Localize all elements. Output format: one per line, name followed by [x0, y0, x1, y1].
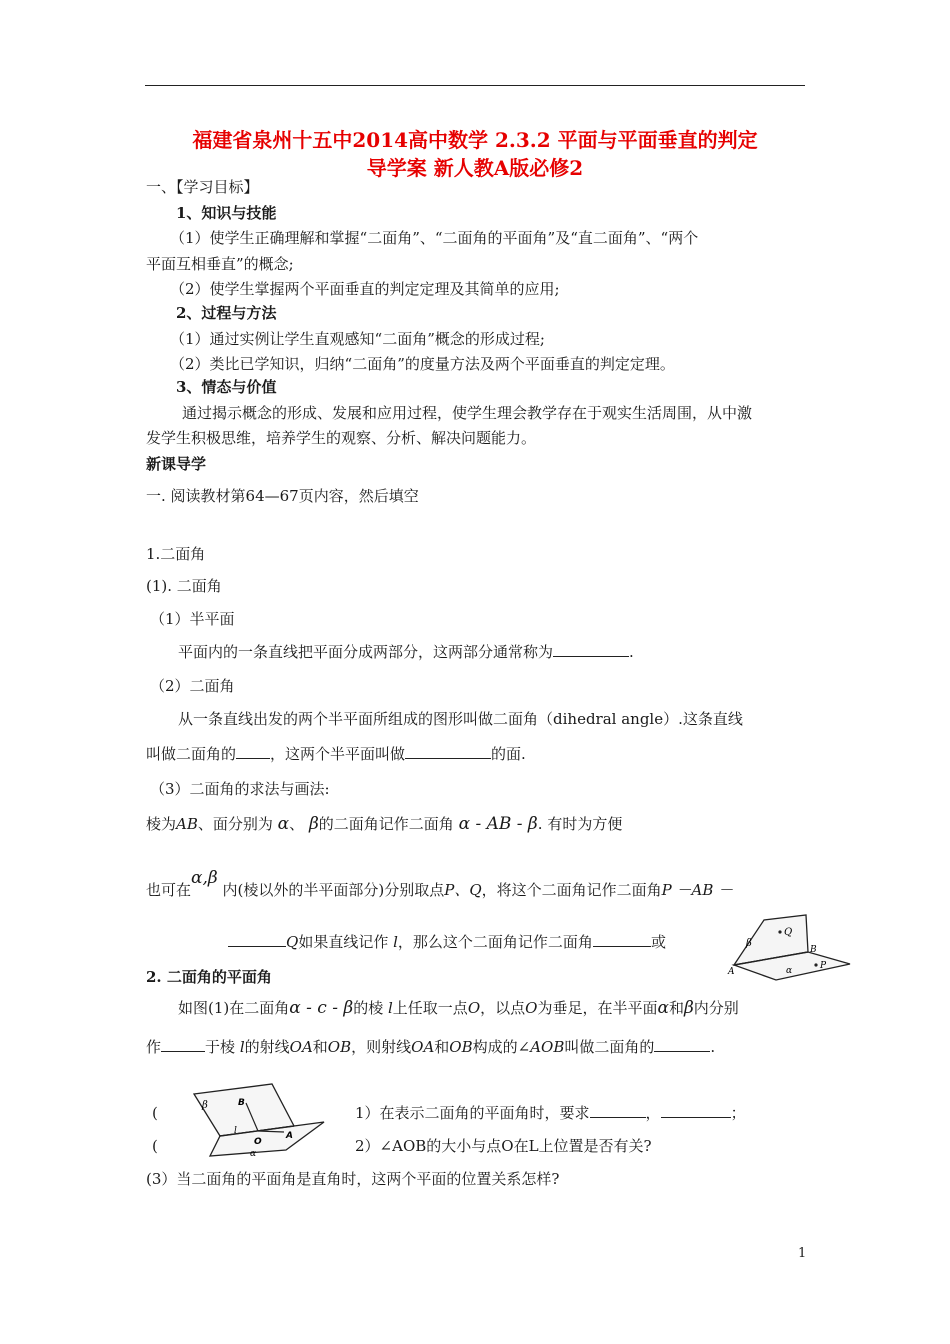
fig2-label-beta: β — [202, 1100, 208, 1111]
dihedral-definition-b: 叫做二面角的 ，这两个半平面叫做 的面. — [146, 745, 526, 763]
blank-half-plane[interactable] — [553, 643, 629, 657]
document-title-line1: 福建省泉州十五中2014高中数学 2.3.2 平面与平面垂直的判定 — [192, 128, 758, 152]
notation-line-1: 棱为AB、面分别为 α、 β的二面角记作二面角 α - AB - β. 有时为方便 — [146, 814, 623, 834]
document-title-line2: 导学案 新人教A版必修2 — [366, 156, 584, 180]
question-1-paren: ( — [152, 1104, 158, 1122]
dihedral-expression: α - AB - β — [458, 814, 538, 834]
blank-notation-1[interactable] — [228, 933, 286, 947]
fig1-label-p: P — [820, 961, 827, 971]
question-2: 2）∠AOB的大小与点O在L上位置是否有关? — [355, 1137, 652, 1155]
dihedral-figure-1 — [716, 910, 856, 982]
question-1: 1）在表示二面角的平面角时，要求 ， ； — [355, 1104, 746, 1122]
fig1-label-q: Q — [784, 927, 793, 938]
blank-plane-angle[interactable] — [654, 1038, 710, 1052]
objective-1-p1b: 平面互相垂直”的概念; — [146, 255, 294, 273]
question-2-paren: ( — [152, 1137, 158, 1155]
header-rule — [145, 85, 805, 86]
objectives-heading: 一、【学习目标】 — [146, 178, 259, 196]
blank-req-1[interactable] — [590, 1104, 646, 1118]
objective-3-p1b: 发学生积极思维，培养学生的观察、分析、解决问题能力。 — [146, 429, 537, 447]
notation-line-3: Q如果直线记作 l，那么这个二面角记作二面角 或 — [228, 933, 666, 951]
fig1-label-a: A — [728, 967, 735, 977]
fig2-label-a: A — [286, 1131, 293, 1141]
dihedral-figure-2 — [158, 1078, 334, 1164]
objective-1-p2: （2）使学生掌握两个平面垂直的判定定理及其简单的应用; — [170, 280, 560, 298]
subsection-1-heading: (1). 二面角 — [146, 577, 222, 595]
point-q — [778, 930, 781, 933]
dihedral-definition-a: 从一条直线出发的两个半平面所组成的图形叫做二面角（dihedral angle）.这条直线 — [178, 710, 743, 728]
half-plane-heading: （1）半平面 — [150, 610, 235, 628]
notation-line-2: 也可在α,β 内(棱以外的半平面部分)分别取点P、Q，将这个二面角记作二面角P －AB － — [146, 868, 734, 899]
fig1-label-b: B — [810, 945, 817, 955]
objective-2-p2: （2）类比已学知识，归纳“二面角”的度量方法及两个平面垂直的判定定理。 — [170, 355, 675, 373]
fig1-label-beta: β — [746, 938, 752, 949]
objective-3-p1a: 通过揭示概念的形成、发展和应用过程，使学生理会教学存在于观实生活周围，从中激 — [182, 404, 753, 422]
objective-1-title: 1、知识与技能 — [176, 204, 277, 222]
section-2-heading: 2. 二面角的平面角 — [146, 968, 272, 986]
blank-req-2[interactable] — [661, 1104, 731, 1118]
reading-instruction: 一. 阅读教材第64—67页内容，然后填空 — [146, 487, 419, 505]
objective-2-p1: （1）通过实例让学生直观感知“二面角”概念的形成过程; — [170, 330, 545, 348]
dihedral-heading: （2）二面角 — [150, 677, 235, 695]
page-number: 1 — [798, 1246, 807, 1261]
section-1-heading: 1.二面角 — [146, 545, 206, 563]
notation-heading: （3）二面角的求法与画法: — [150, 780, 330, 798]
objective-1-p1a: （1）使学生正确理解和掌握“二面角”、“二面角的平面角”及“直二面角”、“两个 — [170, 229, 699, 247]
objective-2-title: 2、过程与方法 — [176, 304, 277, 322]
blank-face[interactable] — [405, 745, 491, 759]
guide-heading: 新课导学 — [146, 455, 207, 473]
objective-3-title: 3、情态与价值 — [176, 378, 277, 396]
alpha-beta-symbol: α,β — [191, 868, 218, 888]
fig2-label-o: O — [254, 1137, 262, 1147]
blank-perpendicular[interactable] — [161, 1038, 205, 1052]
alpha-symbol: α — [277, 814, 290, 834]
plane-angle-description-b: 作 于棱 l的射线OA和OB，则射线OA和OB构成的∠AOB叫做二面角的 . — [146, 1038, 716, 1056]
blank-edge[interactable] — [236, 745, 270, 759]
fig2-label-alpha: α — [250, 1149, 257, 1159]
fig1-label-alpha: α — [786, 966, 793, 976]
fig2-label-b: B — [238, 1098, 245, 1108]
plane-angle-description-a: 如图(1)在二面角α - c - β的棱 l上任取一点O，以点O为垂足，在半平面α和β内分别 — [178, 998, 739, 1018]
point-p — [814, 963, 817, 966]
half-plane-definition: 平面内的一条直线把平面分成两部分，这两部分通常称为 . — [178, 643, 634, 661]
question-3: (3）当二面角的平面角是直角时，这两个平面的位置关系怎样? — [146, 1170, 560, 1188]
blank-notation-2[interactable] — [593, 933, 651, 947]
beta-symbol: β — [308, 814, 319, 834]
fig2-label-l: l — [234, 1126, 237, 1136]
